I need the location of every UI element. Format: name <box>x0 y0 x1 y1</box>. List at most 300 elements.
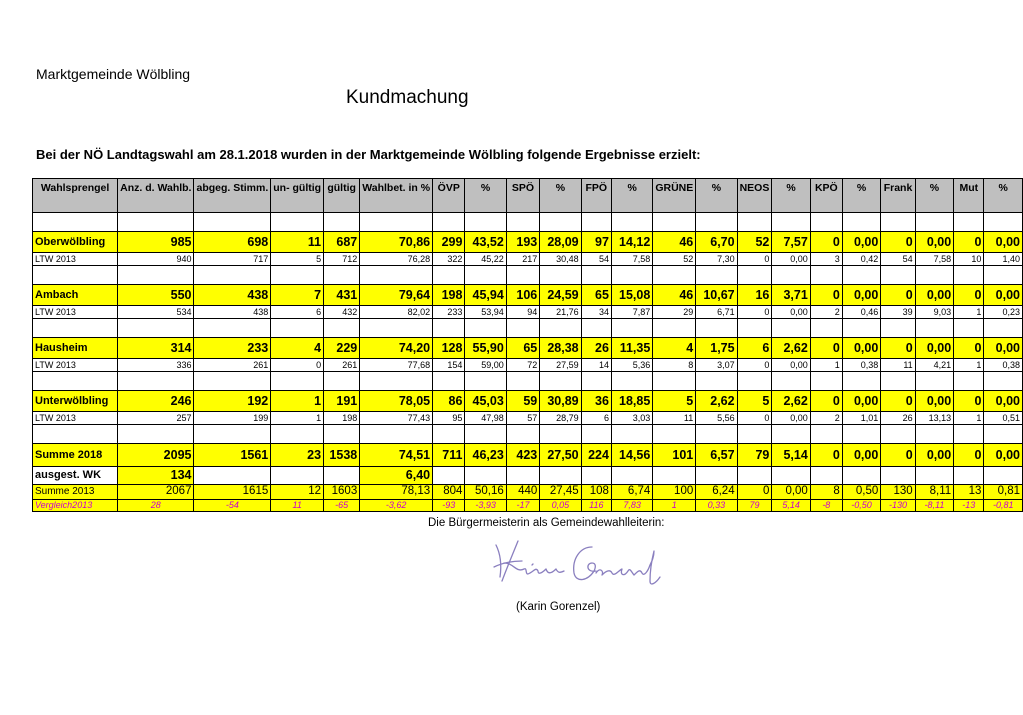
cell: 7,83 <box>611 500 652 512</box>
row-label: LTW 2013 <box>33 412 118 425</box>
empty-cell <box>696 467 737 485</box>
cell: 14,12 <box>611 232 652 253</box>
column-header: gültig <box>324 179 360 213</box>
cell: 1 <box>954 306 984 319</box>
empty-cell <box>324 372 360 391</box>
empty-cell <box>118 425 194 444</box>
results-table <box>32 178 1023 512</box>
empty-cell <box>954 213 984 232</box>
cell: 15,08 <box>611 285 652 306</box>
cell: 0,23 <box>984 306 1023 319</box>
empty-cell <box>433 372 465 391</box>
empty-cell <box>581 425 611 444</box>
cell: 65 <box>581 285 611 306</box>
cell: 0,00 <box>842 338 880 359</box>
ltw2013-row <box>33 306 1023 319</box>
empty-cell <box>33 319 118 338</box>
row-label: Hausheim <box>33 338 118 359</box>
cell: 2095 <box>118 444 194 467</box>
cell: 0,00 <box>915 232 953 253</box>
cell: 0 <box>881 285 915 306</box>
column-header: SPÖ <box>506 179 539 213</box>
cell: 77,43 <box>360 412 433 425</box>
empty-cell <box>696 425 737 444</box>
cell: 23 <box>271 444 324 467</box>
empty-cell <box>653 372 696 391</box>
cell: 0,00 <box>984 391 1023 412</box>
cell: 0 <box>810 391 842 412</box>
cell: 3,07 <box>696 359 737 372</box>
empty-cell <box>653 319 696 338</box>
cell: 53,94 <box>465 306 506 319</box>
empty-cell <box>540 213 581 232</box>
cell: 3,03 <box>611 412 652 425</box>
column-header: % <box>772 179 810 213</box>
cell: 0,51 <box>984 412 1023 425</box>
empty-cell <box>118 213 194 232</box>
column-header: Anz. d. Wahlb. <box>118 179 194 213</box>
cell: -54 <box>194 500 271 512</box>
cell: 28 <box>118 500 194 512</box>
empty-cell <box>324 213 360 232</box>
ltw2013-row <box>33 253 1023 266</box>
cell: 0,00 <box>842 285 880 306</box>
cell: 10 <box>954 253 984 266</box>
empty-cell <box>611 425 652 444</box>
empty-cell <box>540 372 581 391</box>
empty-cell <box>506 213 539 232</box>
cell: 0 <box>737 306 772 319</box>
empty-cell <box>842 213 880 232</box>
column-header: un- gültig <box>271 179 324 213</box>
cell: 2067 <box>118 485 194 500</box>
column-header: Wahlbet. in % <box>360 179 433 213</box>
cell: 0,00 <box>772 485 810 500</box>
cell: 16 <box>737 285 772 306</box>
cell: 0,00 <box>772 412 810 425</box>
cell: 74,51 <box>360 444 433 467</box>
cell: 1561 <box>194 444 271 467</box>
empty-cell <box>881 372 915 391</box>
cell: 24,59 <box>540 285 581 306</box>
empty-cell <box>581 319 611 338</box>
cell: 7,30 <box>696 253 737 266</box>
cell: 100 <box>653 485 696 500</box>
empty-cell <box>33 372 118 391</box>
cell: 261 <box>194 359 271 372</box>
empty-cell <box>915 425 953 444</box>
cell: 0 <box>810 285 842 306</box>
empty-cell <box>33 266 118 285</box>
cell: 50,16 <box>465 485 506 500</box>
cell: 29 <box>653 306 696 319</box>
empty-cell <box>984 372 1023 391</box>
cell: 79,64 <box>360 285 433 306</box>
empty-cell <box>194 425 271 444</box>
cell: -3,62 <box>360 500 433 512</box>
cell: 27,50 <box>540 444 581 467</box>
row-label: LTW 2013 <box>33 306 118 319</box>
signer-name: (Karin Gorenzel) <box>516 601 601 613</box>
empty-cell <box>506 467 539 485</box>
empty-cell <box>506 372 539 391</box>
cell: 1 <box>271 412 324 425</box>
column-header: % <box>611 179 652 213</box>
cell: 717 <box>194 253 271 266</box>
empty-cell <box>915 319 953 338</box>
empty-cell <box>118 266 194 285</box>
row-label: ausgest. WK <box>33 467 118 485</box>
empty-cell <box>433 319 465 338</box>
cell: 432 <box>324 306 360 319</box>
cell: 59 <box>506 391 539 412</box>
cell: 224 <box>581 444 611 467</box>
cell: 108 <box>581 485 611 500</box>
column-header: ÖVP <box>433 179 465 213</box>
row-label: Ambach <box>33 285 118 306</box>
cell: 0,00 <box>772 359 810 372</box>
column-header: % <box>696 179 737 213</box>
cell: 21,76 <box>540 306 581 319</box>
empty-cell <box>954 266 984 285</box>
cell: -17 <box>506 500 539 512</box>
empty-cell <box>360 372 433 391</box>
column-header: % <box>915 179 953 213</box>
cell: -8,11 <box>915 500 953 512</box>
cell: 5,36 <box>611 359 652 372</box>
cell: 534 <box>118 306 194 319</box>
cell: 86 <box>433 391 465 412</box>
empty-cell <box>506 425 539 444</box>
empty-cell <box>842 372 880 391</box>
empty-cell <box>271 467 324 485</box>
cell: 217 <box>506 253 539 266</box>
empty-cell <box>810 425 842 444</box>
empty-cell <box>465 266 506 285</box>
empty-cell <box>984 467 1023 485</box>
empty-cell <box>881 319 915 338</box>
cell: 0,00 <box>984 285 1023 306</box>
empty-cell <box>433 266 465 285</box>
empty-cell <box>984 425 1023 444</box>
empty-cell <box>915 467 953 485</box>
intro-text: Bei der NÖ Landtagswahl am 28.1.2018 wurden in der Marktgemeinde Wölbling folgende Ergebnisse erzielt: <box>36 147 701 162</box>
cell: 5,14 <box>772 500 810 512</box>
cell: 52 <box>737 232 772 253</box>
cell: 1 <box>954 359 984 372</box>
cell: 1 <box>810 359 842 372</box>
cell: 6,57 <box>696 444 737 467</box>
empty-cell <box>194 467 271 485</box>
cell: 233 <box>194 338 271 359</box>
cell: 0,00 <box>842 391 880 412</box>
cell: 28,09 <box>540 232 581 253</box>
cell: 698 <box>194 232 271 253</box>
cell: 128 <box>433 338 465 359</box>
cell: 314 <box>118 338 194 359</box>
cell: 3 <box>810 253 842 266</box>
cell: 1,40 <box>984 253 1023 266</box>
cell: 54 <box>581 253 611 266</box>
cell: 0,00 <box>984 232 1023 253</box>
empty-cell <box>842 266 880 285</box>
cell: 6 <box>581 412 611 425</box>
empty-cell <box>696 213 737 232</box>
cell: 299 <box>433 232 465 253</box>
cell: 1 <box>954 412 984 425</box>
cell: 7,58 <box>915 253 953 266</box>
cell: 2 <box>810 412 842 425</box>
cell: 1 <box>271 391 324 412</box>
empty-cell <box>611 319 652 338</box>
cell: 46 <box>653 232 696 253</box>
cell: 0 <box>954 444 984 467</box>
empty-cell <box>506 266 539 285</box>
cell: 14,56 <box>611 444 652 467</box>
cell: 431 <box>324 285 360 306</box>
cell: 11 <box>271 232 324 253</box>
empty-cell <box>737 266 772 285</box>
cell: 6,40 <box>360 467 433 485</box>
empty-cell <box>611 467 652 485</box>
spacer-row <box>33 213 1023 232</box>
cell: 4 <box>653 338 696 359</box>
cell: 5 <box>271 253 324 266</box>
cell: 134 <box>118 467 194 485</box>
empty-cell <box>433 213 465 232</box>
empty-cell <box>360 266 433 285</box>
cell: 192 <box>194 391 271 412</box>
column-header: Wahlsprengel <box>33 179 118 213</box>
empty-cell <box>324 467 360 485</box>
cell: 11 <box>271 500 324 512</box>
cell: 1,01 <box>842 412 880 425</box>
cell: 0 <box>737 485 772 500</box>
page-title: Kundmachung <box>346 87 469 108</box>
empty-cell <box>540 425 581 444</box>
empty-cell <box>194 319 271 338</box>
cell: 46 <box>653 285 696 306</box>
cell: -13 <box>954 500 984 512</box>
row-label: Vergleich2013 <box>33 500 118 512</box>
row-label: Oberwölbling <box>33 232 118 253</box>
cell: 11 <box>881 359 915 372</box>
empty-cell <box>881 467 915 485</box>
column-header: % <box>540 179 581 213</box>
cell: 28,79 <box>540 412 581 425</box>
cell: 0,00 <box>915 391 953 412</box>
cell: 39 <box>881 306 915 319</box>
empty-cell <box>465 213 506 232</box>
empty-cell <box>772 213 810 232</box>
cell: 0 <box>737 253 772 266</box>
empty-cell <box>324 266 360 285</box>
cell: 45,94 <box>465 285 506 306</box>
cell: 4 <box>271 338 324 359</box>
cell: 0 <box>810 444 842 467</box>
cell: 130 <box>881 485 915 500</box>
results-table-body <box>33 179 1023 512</box>
cell: 804 <box>433 485 465 500</box>
district-row <box>33 232 1023 253</box>
empty-cell <box>271 319 324 338</box>
cell: 7,57 <box>772 232 810 253</box>
cell: 13,13 <box>915 412 953 425</box>
column-header: abgeg. Stimm. <box>194 179 271 213</box>
empty-cell <box>433 467 465 485</box>
cell: 94 <box>506 306 539 319</box>
sum-2018-row <box>33 444 1023 467</box>
cell: 1538 <box>324 444 360 467</box>
spacer-row <box>33 425 1023 444</box>
cell: 8 <box>653 359 696 372</box>
cell: 7 <box>271 285 324 306</box>
empty-cell <box>433 425 465 444</box>
empty-cell <box>540 266 581 285</box>
column-header: KPÖ <box>810 179 842 213</box>
cell: 257 <box>118 412 194 425</box>
cell: 198 <box>324 412 360 425</box>
cell: 440 <box>506 485 539 500</box>
cell: -3,93 <box>465 500 506 512</box>
empty-cell <box>360 319 433 338</box>
cell: 0,00 <box>984 338 1023 359</box>
cell: 1,75 <box>696 338 737 359</box>
cell: 72 <box>506 359 539 372</box>
signature-image <box>488 533 668 595</box>
cell: 11,35 <box>611 338 652 359</box>
empty-cell <box>737 319 772 338</box>
cell: 57 <box>506 412 539 425</box>
cell: 0,00 <box>984 444 1023 467</box>
empty-cell <box>810 319 842 338</box>
empty-cell <box>465 319 506 338</box>
cell: 0 <box>954 338 984 359</box>
cell: 5,56 <box>696 412 737 425</box>
column-header: % <box>465 179 506 213</box>
cell: 7,58 <box>611 253 652 266</box>
row-label: LTW 2013 <box>33 359 118 372</box>
cell: 438 <box>194 306 271 319</box>
cell: 0,50 <box>842 485 880 500</box>
table-header-row <box>33 179 1023 213</box>
row-label: LTW 2013 <box>33 253 118 266</box>
empty-cell <box>611 266 652 285</box>
empty-cell <box>915 213 953 232</box>
cell: 0,00 <box>915 444 953 467</box>
cell: 47,98 <box>465 412 506 425</box>
empty-cell <box>271 425 324 444</box>
empty-cell <box>33 425 118 444</box>
empty-cell <box>465 425 506 444</box>
empty-cell <box>915 266 953 285</box>
cell: 0,46 <box>842 306 880 319</box>
empty-cell <box>324 319 360 338</box>
cell: 78,13 <box>360 485 433 500</box>
ausgest-wk-row <box>33 467 1023 485</box>
empty-cell <box>954 425 984 444</box>
municipality-name: Marktgemeinde Wölbling <box>36 66 191 82</box>
cell: 5,14 <box>772 444 810 467</box>
cell: 27,45 <box>540 485 581 500</box>
cell: 13 <box>954 485 984 500</box>
empty-cell <box>772 319 810 338</box>
cell: 0,38 <box>842 359 880 372</box>
cell: 28,38 <box>540 338 581 359</box>
cell: 154 <box>433 359 465 372</box>
cell: 0 <box>881 391 915 412</box>
empty-cell <box>954 467 984 485</box>
cell: 116 <box>581 500 611 512</box>
empty-cell <box>271 372 324 391</box>
cell: 59,00 <box>465 359 506 372</box>
empty-cell <box>737 213 772 232</box>
empty-cell <box>954 319 984 338</box>
cell: 438 <box>194 285 271 306</box>
empty-cell <box>194 372 271 391</box>
cell: 26 <box>881 412 915 425</box>
cell: 2,62 <box>696 391 737 412</box>
column-header: % <box>842 179 880 213</box>
cell: 191 <box>324 391 360 412</box>
cell: 0 <box>954 391 984 412</box>
column-header: Mut <box>954 179 984 213</box>
cell: 711 <box>433 444 465 467</box>
cell: 70,86 <box>360 232 433 253</box>
empty-cell <box>506 319 539 338</box>
cell: 95 <box>433 412 465 425</box>
cell: 101 <box>653 444 696 467</box>
cell: 985 <box>118 232 194 253</box>
cell: 10,67 <box>696 285 737 306</box>
cell: 233 <box>433 306 465 319</box>
cell: 0 <box>810 338 842 359</box>
empty-cell <box>881 425 915 444</box>
cell: 199 <box>194 412 271 425</box>
cell: 246 <box>118 391 194 412</box>
empty-cell <box>194 213 271 232</box>
cell: 45,03 <box>465 391 506 412</box>
cell: 0,05 <box>540 500 581 512</box>
cell: 6 <box>737 338 772 359</box>
empty-cell <box>810 467 842 485</box>
cell: -8 <box>810 500 842 512</box>
empty-cell <box>696 372 737 391</box>
empty-cell <box>984 213 1023 232</box>
empty-cell <box>653 266 696 285</box>
signature-label: Die Bürgermeisterin als Gemeindewahlleiterin: <box>428 517 665 529</box>
cell: 106 <box>506 285 539 306</box>
cell: 193 <box>506 232 539 253</box>
cell: 30,48 <box>540 253 581 266</box>
empty-cell <box>360 425 433 444</box>
cell: 46,23 <box>465 444 506 467</box>
row-label: Summe 2013 <box>33 485 118 500</box>
cell: 9,03 <box>915 306 953 319</box>
empty-cell <box>271 213 324 232</box>
cell: 54 <box>881 253 915 266</box>
cell: 423 <box>506 444 539 467</box>
cell: 0 <box>271 359 324 372</box>
cell: 79 <box>737 500 772 512</box>
cell: 0 <box>881 444 915 467</box>
empty-cell <box>653 425 696 444</box>
column-header: Frank <box>881 179 915 213</box>
cell: 14 <box>581 359 611 372</box>
empty-cell <box>737 425 772 444</box>
spacer-row <box>33 372 1023 391</box>
column-header: % <box>984 179 1023 213</box>
